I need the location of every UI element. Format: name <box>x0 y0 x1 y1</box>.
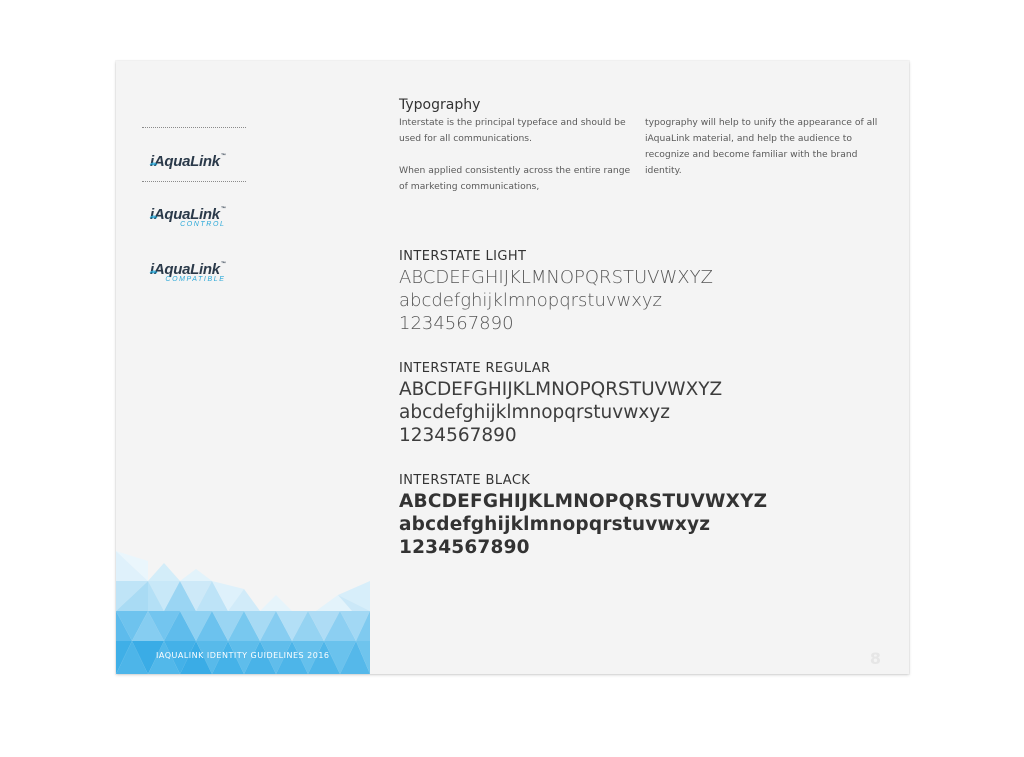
typeface-specimen-regular <box>399 360 722 447</box>
divider <box>142 181 246 182</box>
specimen-title: INTERSTATE LIGHT <box>399 249 527 264</box>
divider <box>142 127 246 128</box>
logo-wordmark: iAquaLink <box>150 206 220 223</box>
logo-iaqualink <box>150 154 226 169</box>
specimen-title: INTERSTATE BLACK <box>399 473 531 488</box>
trademark-mark: ™ <box>220 153 226 159</box>
paragraph: Interstate is the principal typeface and should be used for all communications. <box>399 117 626 144</box>
typeface-specimen-light <box>399 248 713 335</box>
paragraph: typography will help to unify the appearance of all iAquaLink material, and help the audience to recognize and become familiar with the brand identity. <box>645 117 878 176</box>
specimen-uppercase: ABCDEFGHIJKLMNOPQRSTUVWXYZ <box>399 379 723 400</box>
specimen-uppercase: ABCDEFGHIJKLMNOPQRSTUVWXYZ <box>399 267 713 288</box>
paragraph: When applied consistently across the entire range of marketing communications, <box>399 165 631 192</box>
logo-iaqualink-compatible <box>150 262 226 283</box>
specimen-uppercase: ABCDEFGHIJKLMNOPQRSTUVWXYZ <box>399 491 768 512</box>
body-text-right <box>645 115 885 179</box>
specimen-lowercase: abcdefghijklmnopqrstuvwxyz <box>399 514 711 535</box>
logo-subtitle: CONTROL <box>180 221 226 228</box>
specimen-digits: 1234567890 <box>399 313 514 334</box>
wifi-icon <box>149 268 158 274</box>
body-text-left <box>399 115 639 195</box>
logo-wordmark: iAquaLink <box>150 261 220 278</box>
footer-label: IAQUALINK IDENTITY GUIDELINES 2016 <box>156 651 330 660</box>
wifi-icon <box>149 213 158 219</box>
page-title: Typography <box>399 97 481 113</box>
specimen-digits: 1234567890 <box>399 425 517 446</box>
typeface-specimen-black <box>399 472 767 559</box>
wifi-icon <box>149 160 158 166</box>
logo-iaqualink-control <box>150 207 226 228</box>
specimen-digits: 1234567890 <box>399 537 530 558</box>
logo-wordmark: iAquaLink <box>150 153 220 170</box>
logo-subtitle: COMPATIBLE <box>165 276 226 283</box>
specimen-lowercase: abcdefghijklmnopqrstuvwxyz <box>399 402 670 423</box>
specimen-lowercase: abcdefghijklmnopqrstuvwxyz <box>399 290 663 311</box>
page-number: 8 <box>869 649 881 668</box>
trademark-mark: ™ <box>220 206 226 212</box>
guideline-page <box>116 61 909 674</box>
specimen-title: INTERSTATE REGULAR <box>399 361 551 376</box>
trademark-mark: ™ <box>220 261 226 267</box>
